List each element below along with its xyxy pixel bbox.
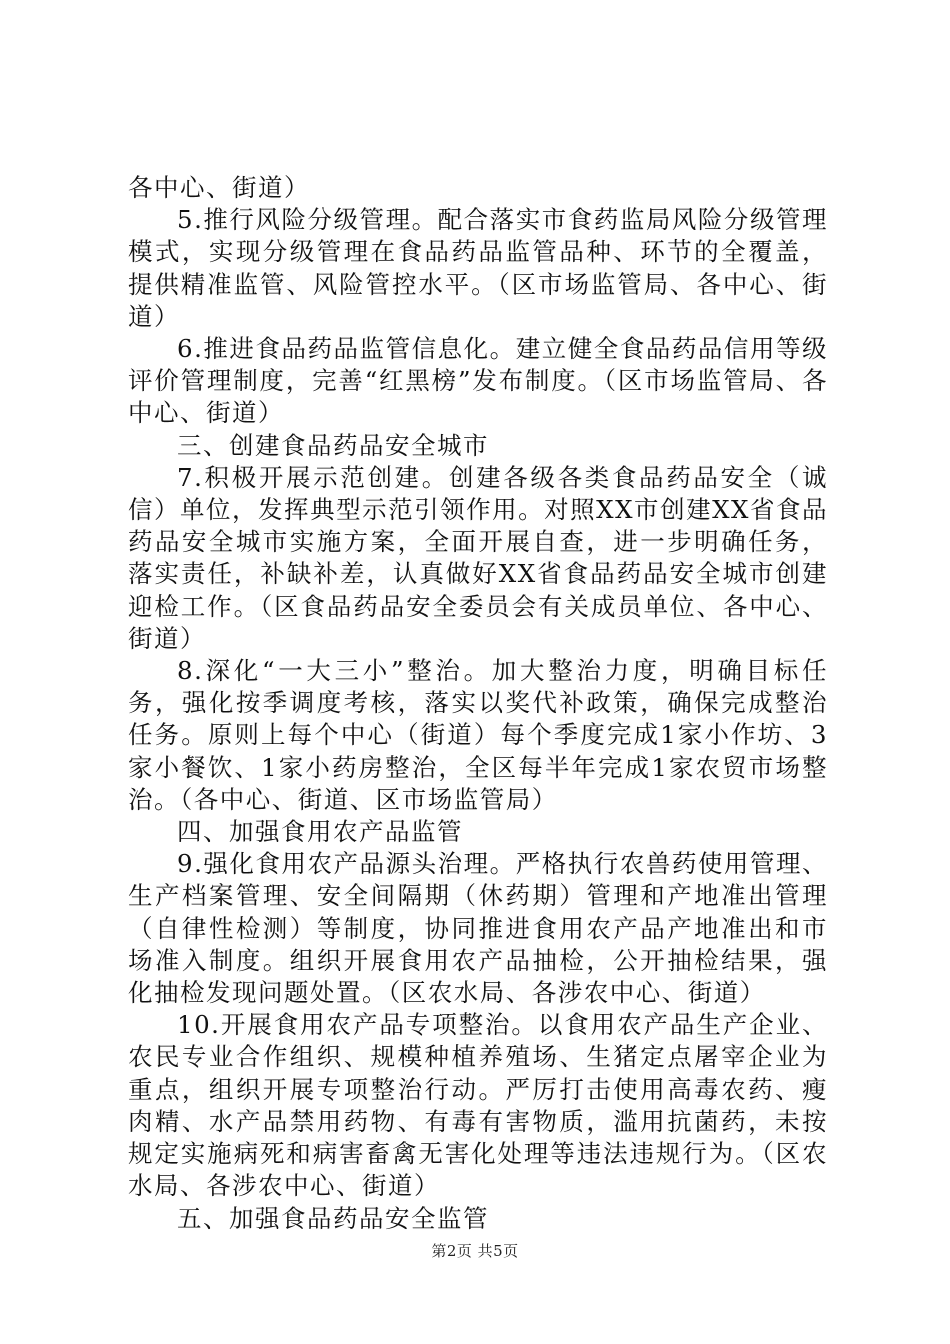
paragraph-item-8: 8.深化“一大三小”整治。加大整治力度，明确目标任务，强化按季调度考核，落实以奖代补政策，确保完成整治任务。原则上每个中心（街道）每个季度完成1家小作坊、3家小餐饮、1家小药房整治，全区每半年完成1家农贸市场整治。（各中心、街道、区市场监管局） xyxy=(128,656,828,814)
paragraph-item-10: 10.开展食用农产品专项整治。以食用农产品生产企业、农民专业合作组织、规模种植养殖场、生猪定点屠宰企业为重点，组织开展专项整治行动。严厉打击使用高毒农药、瘦肉精、水产品禁用药物、有毒有害物质，滥用抗菌药，未按规定实施病死和病害畜禽无害化处理等违法违规行为。（区农水局、各涉农中心、街道） xyxy=(128,1010,828,1201)
paragraph-item-7: 7.积极开展示范创建。创建各级各类食品药品安全（诚信）单位，发挥典型示范引领作用。对照XX市创建XX省食品药品安全城市实施方案，全面开展自查，进一步明确任务，落实责任，补缺补差，认真做好XX省食品药品安全城市创建迎检工作。（区食品药品安全委员会有关成员单位、各中心、街道） xyxy=(128,462,828,653)
paragraph-continuation: 各中心、街道） xyxy=(128,173,310,202)
page-number-footer: 第2页 共5页 xyxy=(431,1242,519,1260)
section-heading-5: 五、加强食品药品安全监管 xyxy=(177,1203,489,1233)
paragraph-item-5: 5.推行风险分级管理。配合落实市食药监局风险分级管理模式，实现分级管理在食品药品监管品种、环节的全覆盖，提供精准监管、风险管控水平。（区市场监管局、各中心、街道） xyxy=(128,205,828,331)
paragraph-item-6: 6.推进食品药品监管信息化。建立健全食品药品信用等级评价管理制度，完善“红黑榜”发布制度。（区市场监管局、各中心、街道） xyxy=(128,334,828,428)
section-heading-4: 四、加强食用农产品监管 xyxy=(177,817,463,847)
paragraph-item-9: 9.强化食用农产品源头治理。严格执行农兽药使用管理、生产档案管理、安全间隔期（休药期）管理和产地准出管理（自律性检测）等制度，协同推进食用农产品产地准出和市场准入制度。组织开展食用农产品抽检，公开抽检结果，强化抽检发现问题处置。（区农水局、各涉农中心、街道） xyxy=(128,849,828,1008)
document-body xyxy=(128,172,828,1235)
section-heading-3: 三、创建食品药品安全城市 xyxy=(177,430,489,460)
